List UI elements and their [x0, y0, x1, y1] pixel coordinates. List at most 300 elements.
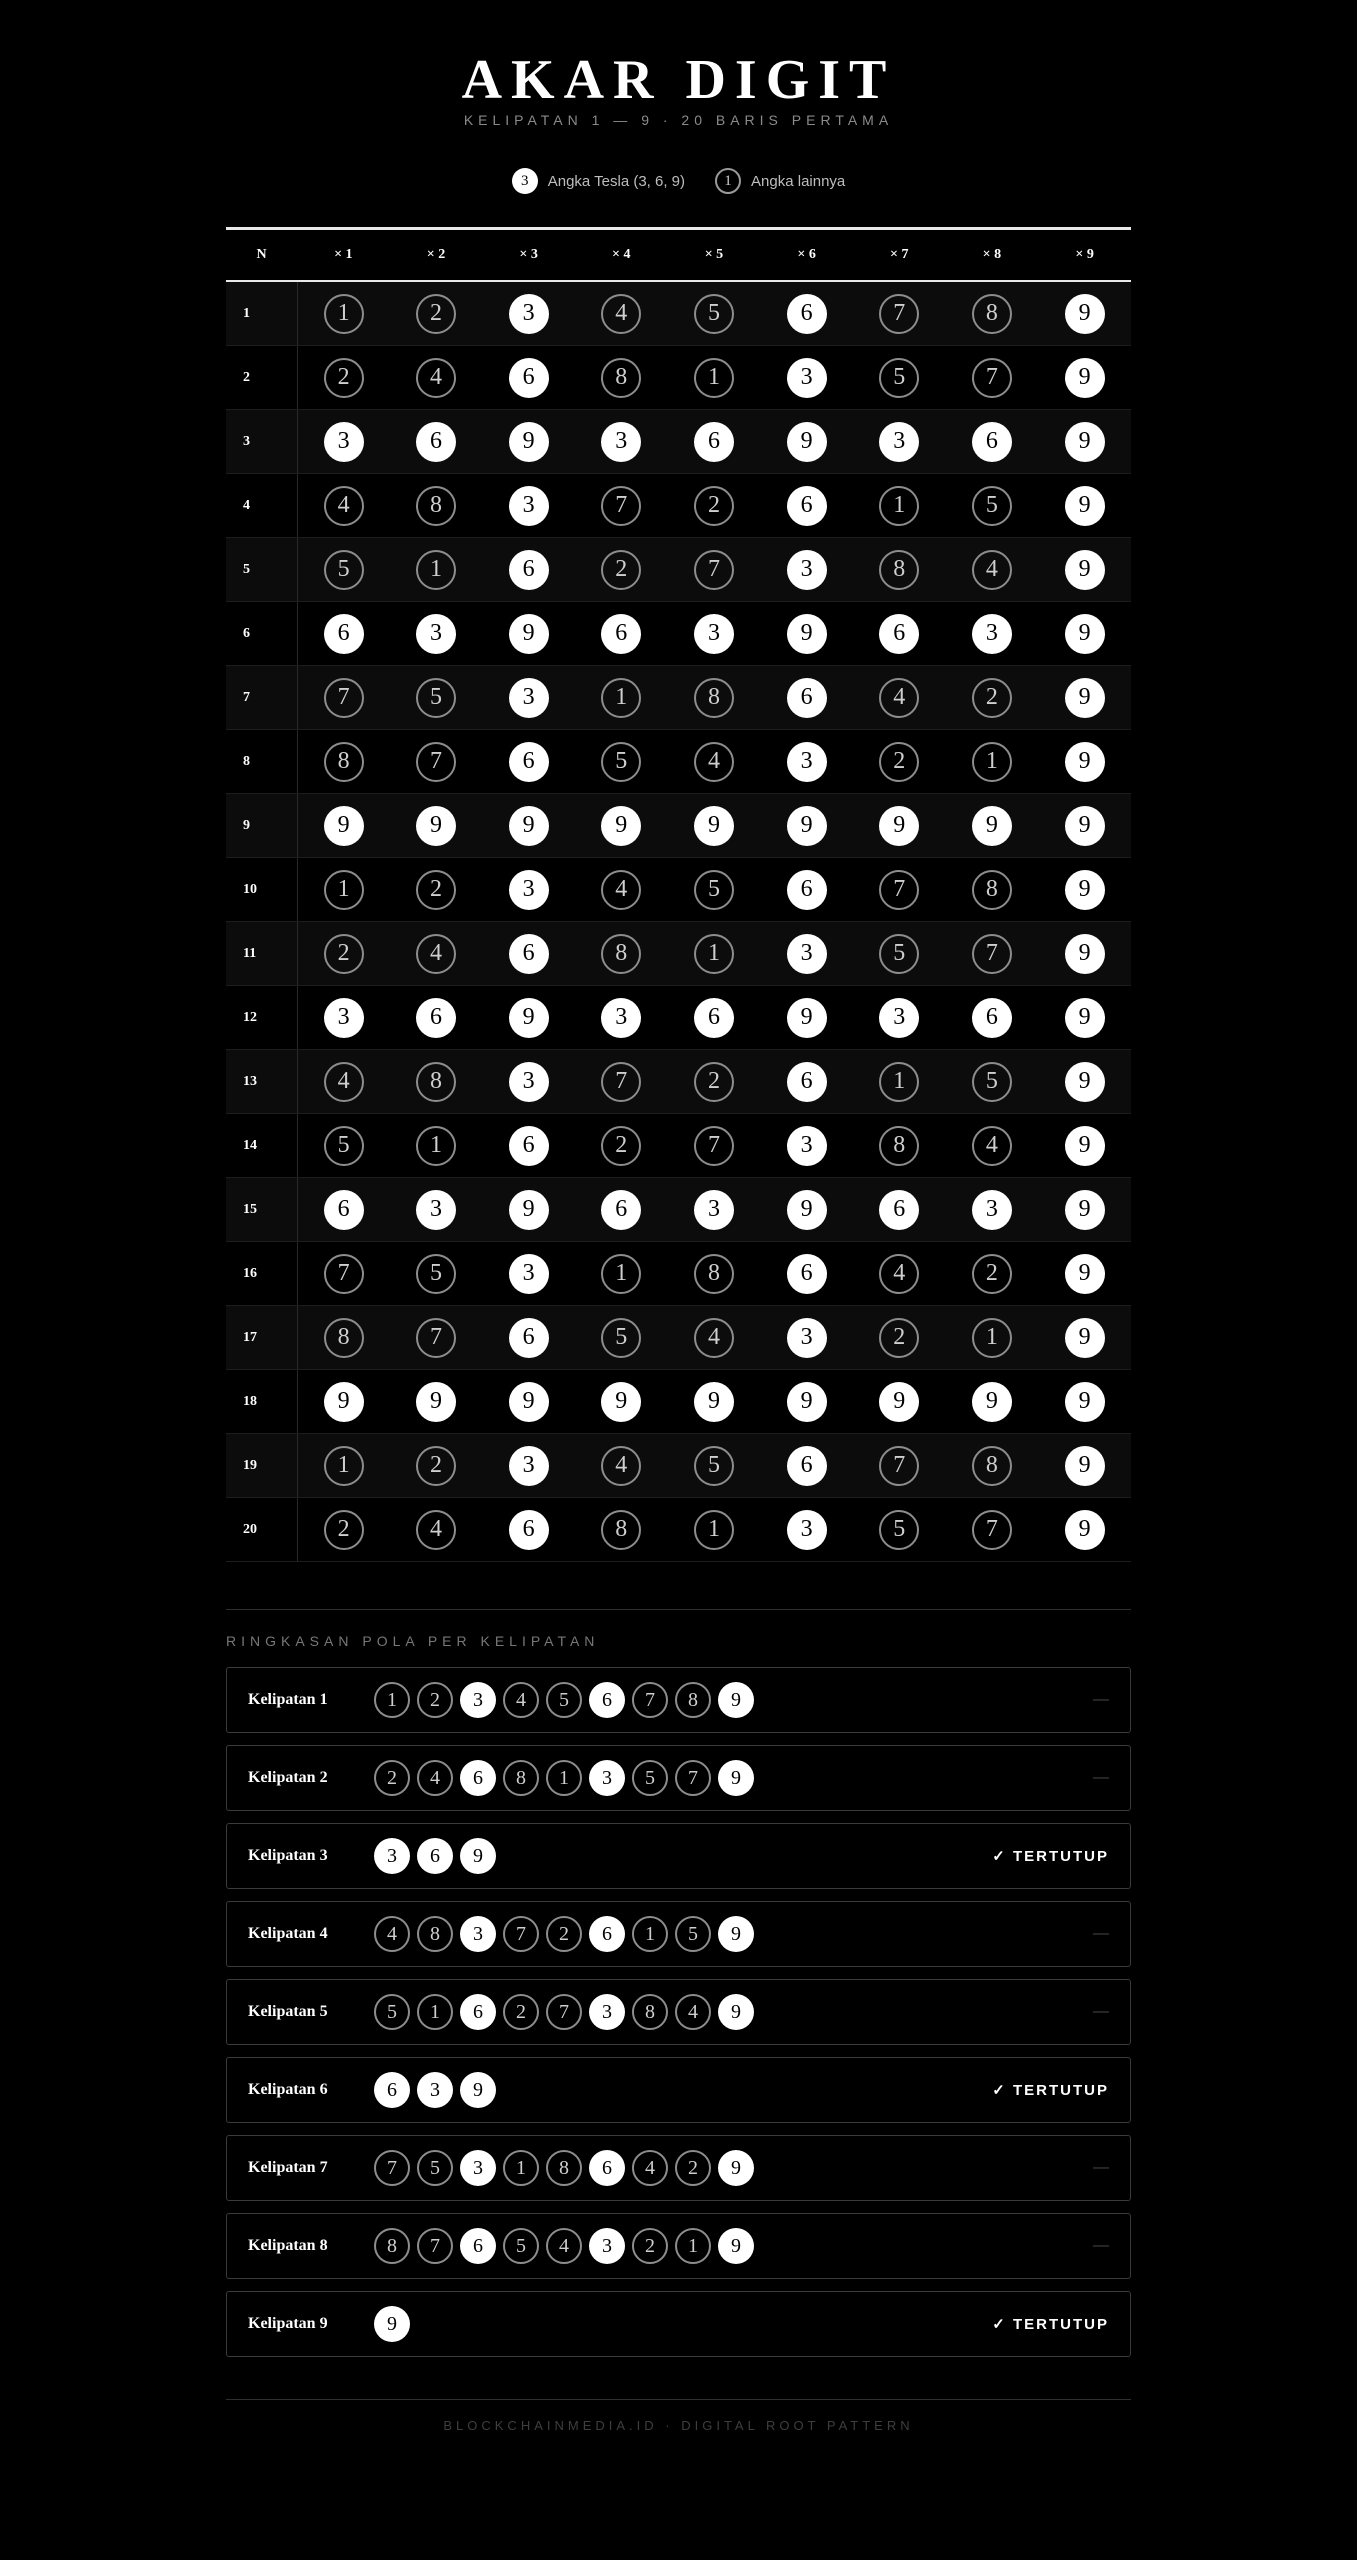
digit-badge: 4	[416, 1510, 456, 1550]
tesla-digit-badge: 9	[1065, 550, 1105, 590]
table-cell	[668, 794, 761, 858]
table-row	[226, 986, 1131, 1050]
tesla-digit-badge: 9	[972, 806, 1012, 846]
tesla-digit-badge: 9	[694, 1382, 734, 1422]
table-cell	[760, 346, 853, 410]
tesla-digit-badge: 6	[972, 422, 1012, 462]
tesla-digit-badge: 3	[787, 1126, 827, 1166]
table-cell	[1038, 858, 1131, 922]
table-cell	[575, 1306, 668, 1370]
table-cell	[575, 730, 668, 794]
open-status-dash: —	[1093, 2159, 1109, 2176]
row-number: 19	[226, 1434, 297, 1498]
tesla-digit-badge: 9	[1065, 1382, 1105, 1422]
table-cell	[390, 538, 483, 602]
digit-badge: 2	[601, 1126, 641, 1166]
table-cell	[297, 474, 390, 538]
column-header-n: N	[226, 229, 297, 282]
table-row	[226, 1306, 1131, 1370]
table-cell	[390, 794, 483, 858]
table-cell	[482, 538, 575, 602]
tesla-digit-badge: 9	[1065, 934, 1105, 974]
digit-badge: 7	[879, 1446, 919, 1486]
table-row	[226, 1242, 1131, 1306]
digit-badge: 7	[503, 1916, 539, 1952]
digit-badge: 4	[972, 1126, 1012, 1166]
table-cell	[668, 346, 761, 410]
digit-badge: 5	[416, 1254, 456, 1294]
tesla-digit-badge: 3	[512, 168, 538, 194]
digit-badge: 1	[694, 934, 734, 974]
table-cell	[575, 410, 668, 474]
table-header-row	[226, 229, 1131, 282]
digit-badge: 4	[675, 1994, 711, 2030]
tesla-digit-badge: 3	[416, 1190, 456, 1230]
table-cell	[575, 1370, 668, 1434]
digit-badge: 1	[694, 358, 734, 398]
tesla-digit-badge: 9	[1065, 998, 1105, 1038]
table-cell	[390, 410, 483, 474]
table-cell	[760, 1498, 853, 1562]
table-cell	[297, 1434, 390, 1498]
tesla-digit-badge: 3	[601, 422, 641, 462]
tesla-digit-badge: 9	[787, 1382, 827, 1422]
digit-badge: 1	[694, 1510, 734, 1550]
table-cell	[482, 794, 575, 858]
tesla-digit-badge: 6	[601, 1190, 641, 1230]
tesla-digit-badge: 3	[374, 1838, 410, 1874]
tesla-digit-badge: 3	[879, 422, 919, 462]
tesla-digit-badge: 6	[879, 1190, 919, 1230]
tesla-digit-badge: 6	[787, 1254, 827, 1294]
tesla-digit-badge: 3	[460, 1916, 496, 1952]
digit-badge: 1	[324, 1446, 364, 1486]
pattern-badges	[374, 2228, 754, 2264]
digit-badge: 8	[632, 1994, 668, 2030]
section-divider	[226, 1609, 1131, 1610]
table-row	[226, 538, 1131, 602]
summary-row	[226, 1979, 1131, 2045]
digit-badge: 5	[324, 1126, 364, 1166]
digit-badge: 2	[972, 1254, 1012, 1294]
table-cell	[575, 1434, 668, 1498]
table-cell	[1038, 1242, 1131, 1306]
table-cell	[853, 922, 946, 986]
digit-badge: 2	[324, 1510, 364, 1550]
tesla-digit-badge: 3	[324, 422, 364, 462]
digit-badge: 7	[374, 2150, 410, 2186]
table-cell	[482, 474, 575, 538]
digit-badge: 1	[972, 1318, 1012, 1358]
tesla-digit-badge: 3	[589, 1994, 625, 2030]
table-cell	[297, 281, 390, 346]
tesla-digit-badge: 3	[787, 934, 827, 974]
tesla-digit-badge: 3	[589, 1760, 625, 1796]
pattern-badges	[374, 1838, 496, 1874]
tesla-digit-badge: 9	[1065, 742, 1105, 782]
tesla-digit-badge: 9	[718, 1760, 754, 1796]
table-cell	[760, 730, 853, 794]
table-cell	[668, 1306, 761, 1370]
closed-status-badge: ✓ TERTUTUP	[992, 2082, 1109, 2099]
digit-badge: 7	[416, 1318, 456, 1358]
digit-badge: 7	[324, 678, 364, 718]
table-cell	[853, 474, 946, 538]
tesla-digit-badge: 9	[718, 2228, 754, 2264]
digit-badge: 1	[879, 1062, 919, 1102]
digit-badge: 2	[374, 1760, 410, 1796]
summary-row	[226, 1823, 1131, 1889]
table-cell	[668, 602, 761, 666]
tesla-digit-badge: 9	[509, 998, 549, 1038]
tesla-digit-badge: 6	[879, 614, 919, 654]
digit-badge: 7	[972, 1510, 1012, 1550]
digit-badge: 2	[694, 486, 734, 526]
open-status-dash: —	[1093, 1769, 1109, 1786]
tesla-digit-badge: 3	[324, 998, 364, 1038]
digit-badge: 4	[601, 1446, 641, 1486]
table-cell	[575, 794, 668, 858]
tesla-digit-badge: 3	[694, 614, 734, 654]
tesla-digit-badge: 9	[416, 806, 456, 846]
table-cell	[946, 1114, 1039, 1178]
legend-item-other	[715, 168, 845, 194]
tesla-digit-badge: 9	[601, 1382, 641, 1422]
table-cell	[853, 730, 946, 794]
open-status-dash: —	[1093, 2237, 1109, 2254]
tesla-digit-badge: 6	[787, 294, 827, 334]
table-cell	[853, 1306, 946, 1370]
row-number: 7	[226, 666, 297, 730]
table-cell	[575, 346, 668, 410]
pattern-badges	[374, 2072, 496, 2108]
table-cell	[760, 986, 853, 1050]
table-cell	[853, 858, 946, 922]
tesla-digit-badge: 9	[1065, 614, 1105, 654]
summary-row	[226, 2213, 1131, 2279]
table-cell	[668, 1434, 761, 1498]
table-cell	[668, 1114, 761, 1178]
summary-row	[226, 1901, 1131, 1967]
table-cell	[1038, 1114, 1131, 1178]
table-cell	[668, 1178, 761, 1242]
closed-status-badge: ✓ TERTUTUP	[992, 2316, 1109, 2333]
table-row	[226, 1434, 1131, 1498]
closed-status-badge: ✓ TERTUTUP	[992, 1848, 1109, 1865]
table-cell	[668, 281, 761, 346]
summary-row	[226, 2057, 1131, 2123]
row-number: 5	[226, 538, 297, 602]
table-cell	[482, 1370, 575, 1434]
digit-badge: 7	[632, 1682, 668, 1718]
table-cell	[390, 1370, 483, 1434]
table-cell	[297, 858, 390, 922]
pattern-badges	[374, 1994, 754, 2030]
table-cell	[946, 1050, 1039, 1114]
table-cell	[297, 922, 390, 986]
open-status-dash: —	[1093, 1691, 1109, 1708]
table-cell	[1038, 602, 1131, 666]
digit-badge: 7	[694, 550, 734, 590]
tesla-digit-badge: 6	[589, 1682, 625, 1718]
tesla-digit-badge: 9	[1065, 870, 1105, 910]
table-cell	[297, 794, 390, 858]
tesla-digit-badge: 6	[374, 2072, 410, 2108]
digit-badge: 7	[601, 1062, 641, 1102]
table-cell	[760, 922, 853, 986]
legend-label-other: Angka lainnya	[751, 172, 846, 190]
digit-badge: 1	[503, 2150, 539, 2186]
table-cell	[1038, 1498, 1131, 1562]
table-cell	[297, 666, 390, 730]
tesla-digit-badge: 9	[1065, 358, 1105, 398]
column-header-x8: × 8	[946, 229, 1039, 282]
table-cell	[946, 410, 1039, 474]
digit-badge: 8	[324, 1318, 364, 1358]
digit-badge: 5	[972, 1062, 1012, 1102]
table-cell	[760, 1306, 853, 1370]
tesla-digit-badge: 9	[1065, 486, 1105, 526]
tesla-digit-badge: 3	[509, 1446, 549, 1486]
page-subtitle: KELIPATAN 1 — 9 · 20 BARIS PERTAMA	[463, 112, 894, 128]
tesla-digit-badge: 6	[416, 422, 456, 462]
digit-badge: 8	[879, 550, 919, 590]
summary-row-label: Kelipatan 8	[248, 2237, 328, 2254]
digit-badge: 8	[675, 1682, 711, 1718]
digit-badge: 5	[879, 358, 919, 398]
summary-row	[226, 1667, 1131, 1733]
table-cell	[668, 1242, 761, 1306]
tesla-digit-badge: 3	[509, 870, 549, 910]
table-cell	[575, 1498, 668, 1562]
digit-badge: 2	[675, 2150, 711, 2186]
tesla-digit-badge: 9	[1065, 422, 1105, 462]
table-cell	[482, 858, 575, 922]
other-digit-badge: 1	[715, 168, 741, 194]
table-cell	[482, 602, 575, 666]
table-cell	[575, 1242, 668, 1306]
table-cell	[760, 1370, 853, 1434]
digit-badge: 8	[694, 1254, 734, 1294]
table-cell	[482, 281, 575, 346]
table-cell	[390, 1178, 483, 1242]
tesla-digit-badge: 9	[1065, 1190, 1105, 1230]
tesla-digit-badge: 3	[509, 1254, 549, 1294]
table-cell	[853, 794, 946, 858]
digit-badge: 4	[324, 486, 364, 526]
tesla-digit-badge: 9	[1065, 1126, 1105, 1166]
tesla-digit-badge: 6	[589, 2150, 625, 2186]
tesla-digit-badge: 9	[718, 2150, 754, 2186]
table-cell	[760, 666, 853, 730]
digit-badge: 2	[416, 294, 456, 334]
row-number: 10	[226, 858, 297, 922]
digit-badge: 5	[694, 1446, 734, 1486]
table-cell	[668, 858, 761, 922]
digit-badge: 1	[324, 870, 364, 910]
tesla-digit-badge: 3	[787, 550, 827, 590]
table-cell	[853, 986, 946, 1050]
tesla-digit-badge: 9	[324, 1382, 364, 1422]
table-row	[226, 858, 1131, 922]
digit-badge: 7	[601, 486, 641, 526]
digit-badge: 5	[632, 1760, 668, 1796]
table-cell	[297, 1178, 390, 1242]
table-cell	[946, 794, 1039, 858]
table-cell	[668, 474, 761, 538]
digit-badge: 2	[972, 678, 1012, 718]
table-cell	[668, 666, 761, 730]
table-cell	[946, 281, 1039, 346]
digit-badge: 4	[324, 1062, 364, 1102]
tesla-digit-badge: 6	[509, 742, 549, 782]
tesla-digit-badge: 6	[509, 1318, 549, 1358]
summary-list	[226, 1667, 1131, 2369]
digit-badge: 1	[632, 1916, 668, 1952]
tesla-digit-badge: 6	[694, 422, 734, 462]
summary-row	[226, 2291, 1131, 2357]
tesla-digit-badge: 6	[460, 2228, 496, 2264]
tesla-digit-badge: 9	[787, 422, 827, 462]
digit-badge: 4	[601, 870, 641, 910]
digit-badge: 4	[879, 678, 919, 718]
table-cell	[1038, 1178, 1131, 1242]
tesla-digit-badge: 9	[1065, 294, 1105, 334]
table-cell	[760, 1242, 853, 1306]
summary-row-label: Kelipatan 3	[248, 1847, 328, 1864]
tesla-digit-badge: 6	[417, 1838, 453, 1874]
table-row	[226, 1114, 1131, 1178]
table-cell	[760, 1114, 853, 1178]
table-cell	[575, 858, 668, 922]
table-cell	[946, 346, 1039, 410]
digit-badge: 1	[417, 1994, 453, 2030]
table-cell	[668, 538, 761, 602]
table-cell	[668, 1498, 761, 1562]
table-cell	[1038, 410, 1131, 474]
summary-row	[226, 1745, 1131, 1811]
tesla-digit-badge: 9	[509, 1382, 549, 1422]
digit-badge: 5	[503, 2228, 539, 2264]
table-cell	[1038, 794, 1131, 858]
summary-row-label: Kelipatan 6	[248, 2081, 328, 2098]
tesla-digit-badge: 3	[509, 1062, 549, 1102]
digit-badge: 5	[601, 742, 641, 782]
digit-badge: 2	[632, 2228, 668, 2264]
digit-badge: 8	[972, 1446, 1012, 1486]
digit-badge: 1	[972, 742, 1012, 782]
table-cell	[575, 281, 668, 346]
table-cell	[1038, 1370, 1131, 1434]
digit-badge: 1	[601, 678, 641, 718]
table-cell	[482, 1434, 575, 1498]
summary-row-label: Kelipatan 1	[248, 1691, 328, 1708]
tesla-digit-badge: 6	[324, 1190, 364, 1230]
tesla-digit-badge: 9	[324, 806, 364, 846]
tesla-digit-badge: 6	[509, 1126, 549, 1166]
table-cell	[1038, 986, 1131, 1050]
tesla-digit-badge: 3	[416, 614, 456, 654]
table-cell	[390, 858, 483, 922]
table-cell	[297, 410, 390, 474]
tesla-digit-badge: 6	[416, 998, 456, 1038]
table-cell	[946, 1434, 1039, 1498]
tesla-digit-badge: 9	[879, 806, 919, 846]
column-header-x1: × 1	[297, 229, 390, 282]
digit-badge: 1	[675, 2228, 711, 2264]
digit-badge: 4	[879, 1254, 919, 1294]
table-cell	[390, 602, 483, 666]
legend-item-tesla	[512, 168, 685, 194]
digit-badge: 5	[601, 1318, 641, 1358]
pattern-badges	[374, 2306, 410, 2342]
table-cell	[668, 730, 761, 794]
table-cell	[390, 1306, 483, 1370]
table-row	[226, 346, 1131, 410]
table-cell	[482, 1498, 575, 1562]
table-cell	[482, 410, 575, 474]
tesla-digit-badge: 9	[787, 614, 827, 654]
column-header-x4: × 4	[575, 229, 668, 282]
digit-badge: 4	[694, 1318, 734, 1358]
tesla-digit-badge: 9	[509, 1190, 549, 1230]
tesla-digit-badge: 3	[694, 1190, 734, 1230]
tesla-digit-badge: 3	[601, 998, 641, 1038]
row-number: 18	[226, 1370, 297, 1434]
table-cell	[760, 1434, 853, 1498]
tesla-digit-badge: 9	[1065, 1510, 1105, 1550]
row-number: 6	[226, 602, 297, 666]
pattern-badges	[374, 2150, 754, 2186]
table-cell	[946, 986, 1039, 1050]
table-cell	[297, 1370, 390, 1434]
table-cell	[853, 1050, 946, 1114]
table-cell	[946, 1242, 1039, 1306]
summary-row-label: Kelipatan 9	[248, 2315, 328, 2332]
tesla-digit-badge: 9	[1065, 1318, 1105, 1358]
pattern-badges	[374, 1682, 754, 1718]
table-cell	[297, 1306, 390, 1370]
table-cell	[575, 1050, 668, 1114]
table-cell	[575, 922, 668, 986]
row-number: 15	[226, 1178, 297, 1242]
digit-badge: 8	[546, 2150, 582, 2186]
table-cell	[760, 410, 853, 474]
tesla-digit-badge: 9	[601, 806, 641, 846]
table-cell	[297, 538, 390, 602]
table-cell	[946, 538, 1039, 602]
table-cell	[760, 1050, 853, 1114]
table-cell	[1038, 922, 1131, 986]
digit-badge: 8	[972, 870, 1012, 910]
tesla-digit-badge: 6	[694, 998, 734, 1038]
digit-badge: 1	[546, 1760, 582, 1796]
tesla-digit-badge: 6	[787, 1062, 827, 1102]
tesla-digit-badge: 9	[1065, 1446, 1105, 1486]
tesla-digit-badge: 9	[509, 614, 549, 654]
table-cell	[482, 1114, 575, 1178]
table-cell	[575, 1178, 668, 1242]
table-cell	[390, 1434, 483, 1498]
tesla-digit-badge: 3	[460, 2150, 496, 2186]
tesla-digit-badge: 9	[718, 1994, 754, 2030]
table-cell	[297, 1114, 390, 1178]
table-cell	[853, 602, 946, 666]
table-cell	[853, 538, 946, 602]
digit-badge: 7	[694, 1126, 734, 1166]
table-cell	[853, 1370, 946, 1434]
tesla-digit-badge: 3	[509, 486, 549, 526]
